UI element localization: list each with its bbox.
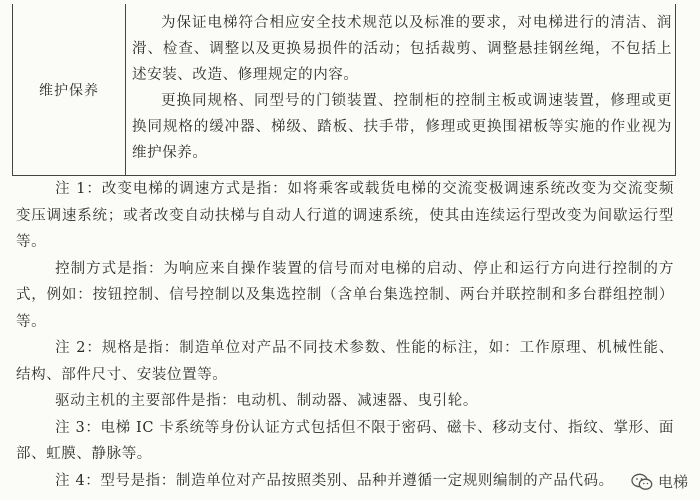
row-label: 维护保养 (39, 82, 99, 99)
definition-paragraph: 为保证电梯符合相应安全技术规范以及标准的要求，对电梯进行的清洁、润滑、检查、调整以及更换易损件的活动；包括裁剪、调整悬挂钢丝绳，不包括上述安装、改造、修理规定的内容。 (132, 15, 672, 83)
row-content-cell (132, 10, 672, 166)
maintenance-table-row (12, 4, 676, 176)
row-label-cell (13, 4, 126, 175)
watermark (631, 471, 688, 492)
note-paragraph: 注 1：改变电梯的调速方式是指：如将乘客或载货电梯的交流变极调速系统改变为交流变频变压调速系统；或者改变自动扶梯与自动人行道的调速系统，使其由连续运行型改变为间歇运行型等。 (16, 181, 674, 250)
note-paragraph: 驱动主机的主要部件是指：电动机、制动器、减速器、曳引轮。 (55, 393, 478, 409)
note-paragraph: 注 4：型号是指：制造单位对产品按照类别、品种并遵循一定规则编制的产品代码。 (55, 472, 614, 489)
note-paragraph: 注 2：规格是指：制造单位对产品不同技术参数、性能的标注，如：工作原理、机械性能、结构、部件尺寸、安装位置等。 (16, 340, 674, 383)
note-paragraph: 控制方式是指：为响应来自操作装置的信号而对电梯的启动、停止和运行方向进行控制的方式，例如：按钮控制、信号控制以及集选控制（含单台集选控制、两台并联控制和多台群组控制）等。 (16, 260, 674, 330)
watermark-text: 电梯 (657, 473, 688, 491)
note-paragraph: 注 3：电梯 IC 卡系统等身份认证方式包括但不限于密码、磁卡、移动支付、指纹、掌形、面部、虹膜、静脉等。 (16, 419, 674, 462)
notes-section (16, 176, 674, 494)
definition-paragraph: 更换同规格、同型号的门锁装置、控制柜的控制主板或调速装置，修理或更换同规格的缓冲器、梯级、踏板、扶手带，修理或更换围裙板等实施的作业视为维护保养。 (132, 93, 672, 161)
wechat-icon (631, 473, 653, 491)
